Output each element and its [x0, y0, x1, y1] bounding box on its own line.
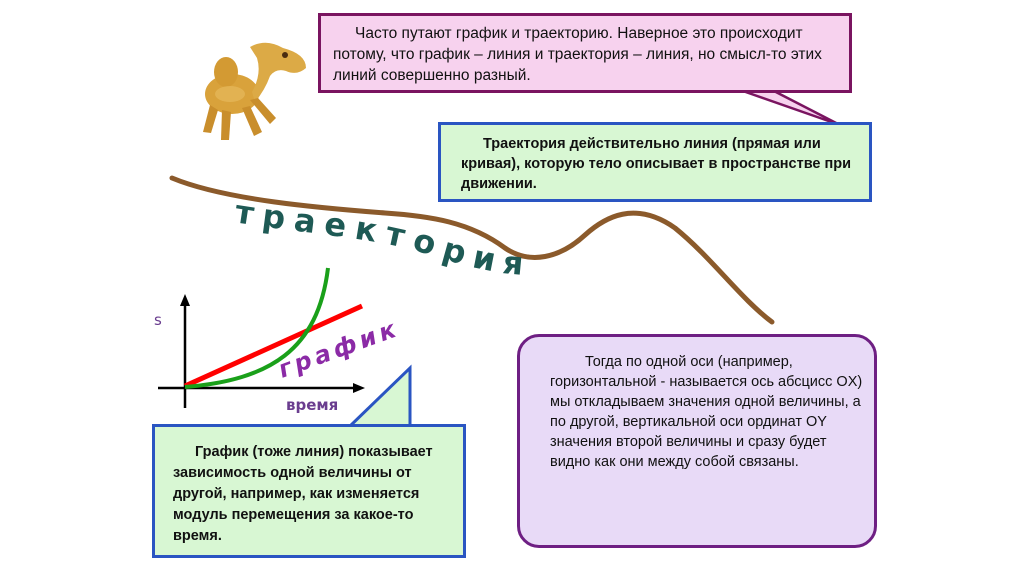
- callout-top-text: Часто путают график и траекторию. Наверное это происходит потому, что график – линия и траектория – линия, но смысл-то этих линий совершенно разный.: [333, 25, 822, 84]
- x-axis-arrow: [353, 383, 365, 393]
- callout-trajectory-text: Траектория действительно линия (прямая или кривая), которую тело описывает в пространстве при движении.: [461, 136, 852, 192]
- y-axis-arrow: [180, 294, 190, 306]
- callout-axes-explanation: [517, 334, 877, 548]
- callout-graph-vs-trajectory: [318, 13, 852, 93]
- axis-x-label: время: [286, 396, 339, 414]
- callout-trajectory-definition: [438, 122, 872, 202]
- graph-label: график: [274, 313, 404, 384]
- trajectory-label: траектория: [232, 192, 535, 284]
- callout-graph-pointer: [348, 368, 410, 428]
- callout-top-pointer: [740, 90, 840, 125]
- axis-y-label: s: [154, 311, 162, 329]
- callout-axes-text: Тогда по одной оси (например, горизонтальной - называется ось абсцисс OX) мы откладываем значения одной величины, а по другой, вертикальной оси ординат OY значения второй величины и сразу будет видно как они между собой связаны.: [550, 354, 863, 470]
- callout-graph-text: График (тоже линия) показывает зависимость одной величины от другой, например, как изменяется модуль перемещения за какое-то время.: [173, 444, 433, 544]
- camel-illustration: [203, 43, 306, 140]
- callout-graph-definition: [152, 424, 466, 558]
